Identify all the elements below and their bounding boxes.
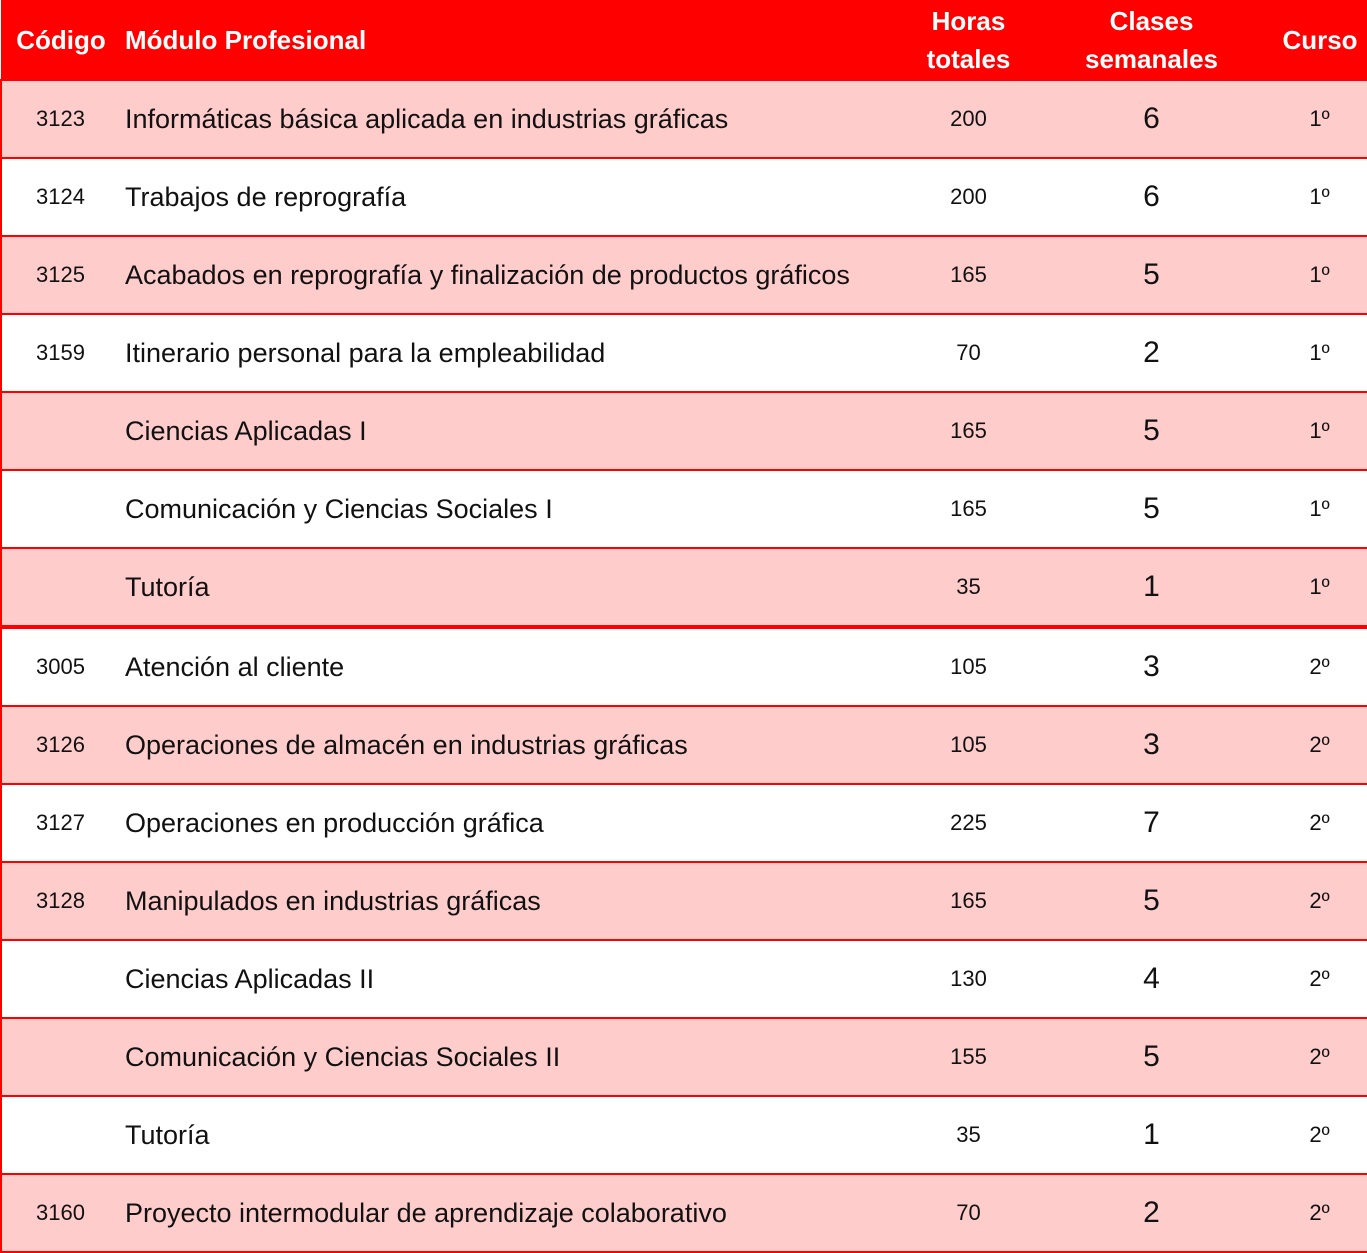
code-cell (1, 548, 119, 627)
hours-cell: 165 (906, 392, 1031, 470)
table-row (1, 1174, 1367, 1252)
weekly-classes-cell: 1 (1031, 548, 1272, 627)
weekly-classes-cell: 5 (1031, 470, 1272, 548)
weekly-classes-cell: 4 (1031, 940, 1272, 1018)
header-hours (906, 0, 1031, 80)
table-row (1, 1018, 1367, 1096)
table-row (1, 862, 1367, 940)
weekly-classes-cell: 6 (1031, 80, 1272, 158)
code-cell (1, 1018, 119, 1096)
hours-cell: 155 (906, 1018, 1031, 1096)
code-cell: 3126 (1, 706, 119, 784)
module-cell: Itinerario personal para la empleabilidad (119, 314, 906, 392)
course-cell: 1º (1272, 392, 1367, 470)
table-row (1, 80, 1367, 158)
course-cell: 2º (1272, 1018, 1367, 1096)
course-cell: 1º (1272, 314, 1367, 392)
code-cell: 3123 (1, 80, 119, 158)
weekly-classes-cell: 1 (1031, 1096, 1272, 1174)
code-cell: 3125 (1, 236, 119, 314)
table-row (1, 784, 1367, 862)
course-cell: 2º (1272, 1096, 1367, 1174)
module-cell: Ciencias Aplicadas II (119, 940, 906, 1018)
hours-cell: 70 (906, 314, 1031, 392)
hours-cell: 165 (906, 236, 1031, 314)
weekly-classes-cell: 2 (1031, 1174, 1272, 1252)
header-weekly (1031, 0, 1272, 80)
hours-cell: 35 (906, 548, 1031, 627)
table-row (1, 392, 1367, 470)
course-cell: 2º (1272, 1174, 1367, 1252)
table-row (1, 1096, 1367, 1174)
course-cell: 1º (1272, 548, 1367, 627)
header-module: Módulo Profesional (119, 0, 906, 80)
table-row (1, 314, 1367, 392)
weekly-classes-cell: 7 (1031, 784, 1272, 862)
table-row (1, 236, 1367, 314)
table-row (1, 706, 1367, 784)
table-row (1, 158, 1367, 236)
table-row (1, 627, 1367, 706)
course-cell: 1º (1272, 80, 1367, 158)
course-cell: 1º (1272, 158, 1367, 236)
weekly-classes-cell: 6 (1031, 158, 1272, 236)
module-cell: Informáticas básica aplicada en industrias gráficas (119, 80, 906, 158)
module-cell: Comunicación y Ciencias Sociales II (119, 1018, 906, 1096)
module-cell: Trabajos de reprografía (119, 158, 906, 236)
weekly-classes-cell: 5 (1031, 862, 1272, 940)
header-weekly-line1: Clases (1109, 5, 1194, 36)
hours-cell: 200 (906, 158, 1031, 236)
code-cell (1, 470, 119, 548)
hours-cell: 130 (906, 940, 1031, 1018)
code-cell (1, 940, 119, 1018)
module-cell: Proyecto intermodular de aprendizaje colaborativo (119, 1174, 906, 1252)
hours-cell: 105 (906, 627, 1031, 706)
weekly-classes-cell: 3 (1031, 706, 1272, 784)
code-cell: 3128 (1, 862, 119, 940)
weekly-classes-cell: 5 (1031, 1018, 1272, 1096)
header-course: Curso (1272, 0, 1367, 80)
hours-cell: 35 (906, 1096, 1031, 1174)
weekly-classes-cell: 2 (1031, 314, 1272, 392)
module-cell: Comunicación y Ciencias Sociales I (119, 470, 906, 548)
module-cell: Operaciones de almacén en industrias gráficas (119, 706, 906, 784)
module-cell: Manipulados en industrias gráficas (119, 862, 906, 940)
weekly-classes-cell: 5 (1031, 236, 1272, 314)
module-cell: Ciencias Aplicadas I (119, 392, 906, 470)
code-cell (1, 1096, 119, 1174)
table-row (1, 548, 1367, 627)
code-cell: 3159 (1, 314, 119, 392)
course-cell: 2º (1272, 940, 1367, 1018)
course-cell: 2º (1272, 627, 1367, 706)
hours-cell: 165 (906, 470, 1031, 548)
module-cell: Tutoría (119, 548, 906, 627)
module-cell: Operaciones en producción gráfica (119, 784, 906, 862)
hours-cell: 70 (906, 1174, 1031, 1252)
code-cell (1, 392, 119, 470)
hours-cell: 105 (906, 706, 1031, 784)
weekly-classes-cell: 3 (1031, 627, 1272, 706)
header-code: Código (1, 0, 119, 80)
hours-cell: 225 (906, 784, 1031, 862)
module-cell: Atención al cliente (119, 627, 906, 706)
module-cell: Acabados en reprografía y finalización de productos gráficos (119, 236, 906, 314)
table-body (1, 80, 1367, 1252)
code-cell: 3127 (1, 784, 119, 862)
course-cell: 1º (1272, 470, 1367, 548)
table-header-row (1, 0, 1367, 80)
table-row (1, 940, 1367, 1018)
code-cell: 3124 (1, 158, 119, 236)
header-hours-line1: Horas (931, 5, 1006, 36)
code-cell: 3005 (1, 627, 119, 706)
weekly-classes-cell: 5 (1031, 392, 1272, 470)
code-cell: 3160 (1, 1174, 119, 1252)
module-cell: Tutoría (119, 1096, 906, 1174)
course-cell: 2º (1272, 784, 1367, 862)
course-cell: 2º (1272, 706, 1367, 784)
course-cell: 1º (1272, 236, 1367, 314)
hours-cell: 200 (906, 80, 1031, 158)
header-hours-line2: totales (926, 43, 1011, 74)
course-cell: 2º (1272, 862, 1367, 940)
hours-cell: 165 (906, 862, 1031, 940)
header-weekly-line2: semanales (1085, 43, 1218, 74)
table-row (1, 470, 1367, 548)
